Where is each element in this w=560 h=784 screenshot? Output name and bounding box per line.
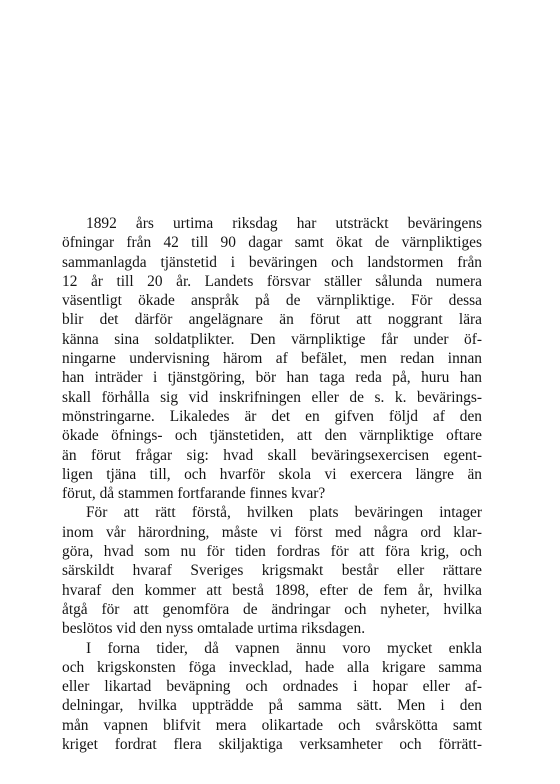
text-line: förut, då stammen fortfarande finnes kvar? — [62, 485, 326, 503]
text-line: ligen tjäna till, och hvarför skola vi exercera längre än — [62, 465, 482, 483]
text-line: åtgå för att genomföra de ändringar och nyheter, hvilka — [62, 600, 482, 618]
text-line: sammanlagda tjänstetid i beväringen och landstormen från — [62, 253, 482, 271]
text-line: än förut frågar sig: hvad skall beväringsexercisen egent- — [62, 446, 482, 464]
text-line: kriget fordrat flera skiljaktiga verksamheter och förrätt- — [62, 736, 482, 754]
text-line: För att rätt förstå, hvilken plats beväringen intager — [86, 504, 482, 522]
text-line: blir det därför angelägnare än förut att noggrant lära — [62, 311, 482, 329]
text-line: eller likartad beväpning och ordnades i hopar eller af- — [62, 678, 482, 696]
text-line: och krigskonsten föga invecklad, hade alla krigare samma — [62, 658, 482, 676]
text-line: I forna tider, då vapnen ännu voro mycket enkla — [86, 639, 482, 657]
text-line: öfningar från 42 till 90 dagar samt ökat de värnpliktiges — [62, 234, 482, 252]
text-line: ningarne undervisning härom af befälet, men redan innan — [62, 350, 482, 368]
text-line: hvaraf den kommer att bestå 1898, efter de fem år, hvilka — [62, 581, 482, 599]
text-line: han inträder i tjänstgöring, bör han taga reda på, huru han — [62, 369, 482, 387]
text-line: känna sina soldatplikter. Den värnpliktige får under öf- — [62, 330, 482, 348]
text-line: beslötos vid den nyss omtalade urtima riksdagen. — [62, 620, 366, 638]
text-line: göra, hvad som nu för tiden fordras för att föra krig, och — [62, 543, 482, 561]
text-line: ökade öfnings- och tjänstetiden, att den värnpliktige oftare — [62, 427, 482, 445]
text-line: 12 år till 20 år. Landets försvar ställer sålunda numera — [62, 272, 482, 290]
text-line: väsentligt ökade anspråk på de värnpliktige. För dessa — [62, 292, 482, 310]
body-text — [62, 214, 482, 754]
text-line: delningar, hvilka uppträdde på samma sätt. Men i den — [62, 697, 482, 715]
text-line: inom vår härordning, måste vi först med några ord klar- — [62, 523, 482, 541]
text-line: skall förhålla sig vid inskrifningen eller de s. k. bevärings- — [62, 388, 482, 406]
text-line: särskildt hvaraf Sveriges krigsmakt består eller rättare — [62, 562, 482, 580]
text-line: mönstringarne. Likaledes är det en gifven följd af den — [62, 407, 482, 425]
text-line: mån vapnen blifvit mera olikartade och svårskötta samt — [62, 716, 482, 734]
text-line: 1892 års urtima riksdag har utsträckt beväringens — [86, 215, 482, 232]
